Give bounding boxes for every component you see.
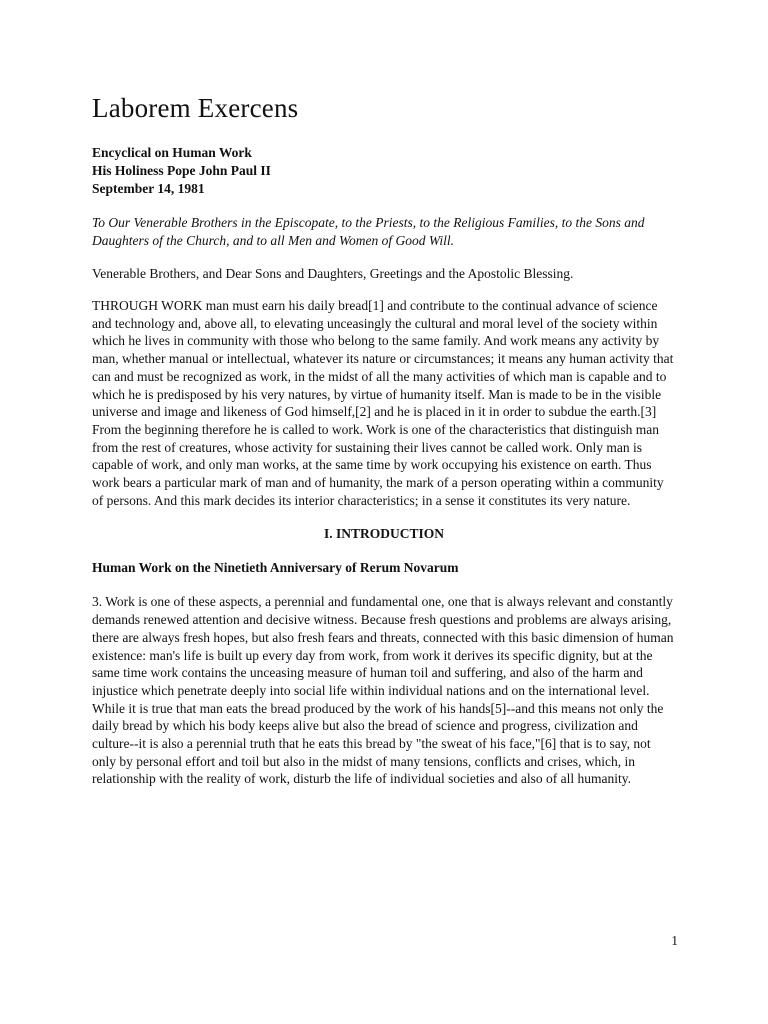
document-meta [92,144,676,198]
address-paragraph: To Our Venerable Brothers in the Episcopate, to the Priests, to the Religious Families, to the Sons and Daughters of the Church, and to all Men and Women of Good Will. [92,215,645,248]
greeting-paragraph: Venerable Brothers, and Dear Sons and Daughters, Greetings and the Apostolic Blessing. [92,266,574,281]
subtitle-line-author: His Holiness Pope John Paul II [92,163,271,178]
subtitle-line-encyclical: Encyclical on Human Work [92,145,252,160]
page-number: 1 [671,933,678,948]
section-heading: I. INTRODUCTION [323,526,445,542]
document-title: Laborem Exercens [92,93,299,123]
document-page [92,92,676,804]
body-paragraph-1: THROUGH WORK man must earn his daily bread[1] and contribute to the continual advance of science and technology and, above all, to elevating unceasingly the cultural and moral level of the society within which he lives in community with those who belong to the same family. And work means any activity by man, whether manual or intellectual, whatever its nature or circumstances; it means any human activity that can and must be recognized as work, in the midst of all the many activities of which man is capable and to which he is predisposed by his very natures, by virtue of humanity itself. Man is made to be in the visible universe and image and likeness of God himself,[2] and he is placed in it in order to subdue the earth.[3] From the beginning therefore he is called to work. Work is one of the characteristics that distinguish man from the rest of creatures, whose activity for sustaining their lives cannot be called work. Only man is capable of work, and only man works, at the same time by work occupying his existence on earth. Thus work bears a particular mark of man and of humanity, the mark of a person operating within a community of persons. And this mark decides its interior characteristics; in a sense it constitutes its very nature. [92,298,674,508]
subtitle-line-date: September 14, 1981 [92,181,205,196]
subsection-heading: Human Work on the Ninetieth Anniversary of Rerum Novarum [92,560,459,576]
body-paragraph-2: 3. Work is one of these aspects, a perennial and fundamental one, one that is always relevant and constantly demands renewed attention and decisive witness. Because fresh questions and problems are always arising, there are always fresh hopes, but also fresh fears and threats, connected with this basic dimension of human existence: man's life is built up every day from work, from work it derives its specific dignity, but at the same time work contains the unceasing measure of human toil and suffering, and also of the harm and injustice which penetrate deeply into social life within individual nations and on the international level. While it is true that man eats the bread produced by the work of his hands[5]--and this means not only the daily bread by which his body keeps alive but also the bread of science and progress, civilization and culture--it is also a perennial truth that he eats this bread by "the sweat of his face,"[6] that is to say, not only by personal effort and toil but also in the midst of many tensions, conflicts and crises, which, in relationship with the reality of work, disturb the life of individual societies and also of all humanity. [92,594,674,787]
